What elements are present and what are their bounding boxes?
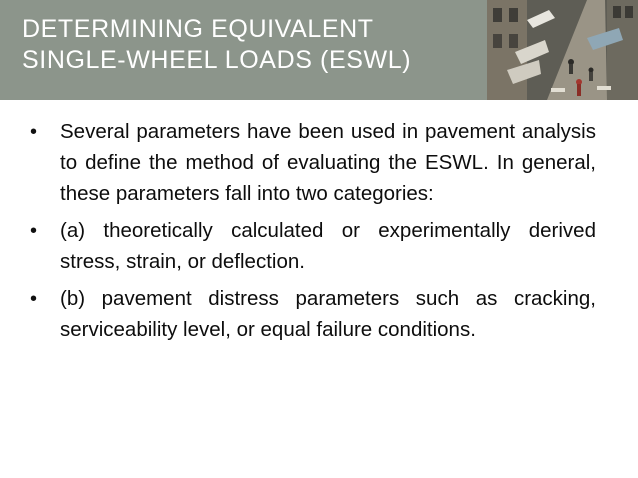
bullet-list [30, 116, 596, 351]
bullet-item [30, 283, 596, 345]
slide-title [22, 14, 482, 76]
bullet-text: (a) theoretically calculated or experimentally derived stress, strain, or deflection. [60, 219, 596, 273]
bullet-dot-icon: • [30, 121, 38, 143]
bullet-text: Several parameters have been used in pavement analysis to define the method of evaluating the ESWL. In general, these parameters fall into two categories: [60, 120, 596, 205]
bullet-dot-icon: • [30, 220, 38, 242]
bullet-item [30, 215, 596, 277]
header-banner [0, 0, 638, 100]
slide-title-line-2: SINGLE-WHEEL LOADS (ESWL) [22, 46, 412, 74]
bullet-dot-icon: • [30, 288, 38, 310]
bullet-item [30, 116, 596, 209]
street-photo-image [487, 0, 638, 100]
street-scene-photo [487, 0, 638, 100]
bullet-text: (b) pavement distress parameters such as cracking, serviceability level, or equal failure conditions. [60, 287, 596, 341]
slide-title-line-1: DETERMINING EQUIVALENT [22, 15, 374, 43]
